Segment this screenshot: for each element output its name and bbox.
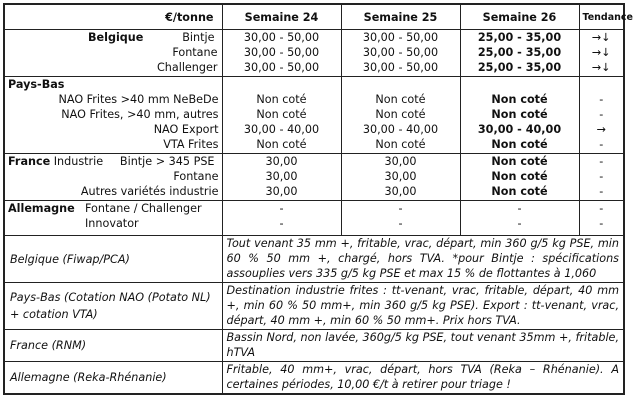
- price-cell: -: [517, 202, 522, 215]
- group-france: [4, 154, 624, 201]
- price-cell: -: [398, 202, 403, 215]
- price-cell: Non coté: [491, 108, 548, 121]
- price-cell: Non coté: [375, 93, 426, 106]
- variety-label: Bintje > 345 PSE: [119, 155, 215, 168]
- week-24-values: [222, 201, 341, 236]
- group-pays-bas: [4, 77, 624, 154]
- price-cell: 30,00: [265, 170, 298, 183]
- price-cell: Non coté: [375, 108, 426, 121]
- week-26-values: [460, 77, 579, 154]
- product-label: NAO Frites >40 mm NeBeDe: [58, 93, 219, 106]
- price-cell: Non coté: [491, 155, 548, 168]
- week-25-values: [341, 201, 460, 236]
- trend-dash-icon: -: [599, 170, 604, 183]
- week-24-header: Semaine 24: [222, 4, 341, 30]
- note-source: France (RNM): [4, 330, 222, 362]
- country-name: Pays-Bas: [8, 78, 65, 91]
- price-table: [3, 3, 633, 395]
- price-cell: 30,00 - 50,00: [243, 61, 320, 74]
- variety-label: Autres variétés industrie: [80, 185, 219, 198]
- price-cell: Non coté: [491, 138, 548, 151]
- price-cell: 30,00: [384, 155, 417, 168]
- price-cell: 30,00 - 40,00: [477, 123, 562, 136]
- sector-label: Industrie: [53, 155, 104, 168]
- price-cell: Non coté: [256, 138, 307, 151]
- price-cell: -: [279, 217, 284, 230]
- price-cell: 30,00 - 50,00: [362, 61, 439, 74]
- belgique-labels: [4, 30, 222, 77]
- trend-dash-icon: -: [599, 93, 604, 106]
- variety-label: Bintje: [182, 31, 215, 44]
- product-label: NAO Export: [153, 123, 219, 136]
- price-cell: 25,00 - 35,00: [477, 31, 562, 44]
- trend-arrow-icon: →: [596, 123, 606, 136]
- price-cell: 30,00 - 40,00: [243, 123, 320, 136]
- country-name: Allemagne: [8, 202, 75, 215]
- week-24-values: [222, 30, 341, 77]
- variety-label: Fontane / Challenger: [85, 202, 202, 215]
- trend-values: [579, 30, 624, 77]
- price-cell: Non coté: [375, 138, 426, 151]
- allemagne-labels: [4, 201, 222, 236]
- week-26-values: [460, 30, 579, 77]
- note-row-france: [4, 330, 624, 362]
- variety-label: Fontane: [173, 170, 219, 183]
- trend-arrow-icon: →↓: [591, 46, 611, 59]
- trend-header: Tendance: [579, 4, 624, 30]
- price-cell: 30,00 - 40,00: [362, 123, 439, 136]
- price-cell: Non coté: [256, 93, 307, 106]
- note-text: Destination industrie frites : tt-venant, vrac, fritable, départ, 40 mm +, min 60 % 50 mm+, min 360 g/5 kg PSE). Export : tt-venant, vrac, départ, 40 mm +, min 60 % 50 mm+. Prix hors TVA.: [222, 283, 624, 330]
- price-cell: 30,00 - 50,00: [362, 31, 439, 44]
- price-cell: 30,00 - 50,00: [362, 46, 439, 59]
- note-source: Allemagne (Reka-Rhénanie): [4, 362, 222, 395]
- trend-dash-icon: -: [599, 217, 604, 230]
- price-cell: -: [279, 202, 284, 215]
- trend-dash-icon: -: [599, 138, 604, 151]
- trend-dash-icon: -: [599, 155, 604, 168]
- price-cell: 25,00 - 35,00: [477, 46, 562, 59]
- trend-values: [579, 154, 624, 201]
- country-name: France: [8, 155, 51, 168]
- price-cell: -: [398, 217, 403, 230]
- price-cell: 30,00: [265, 155, 298, 168]
- note-text: Bassin Nord, non lavée, 360g/5 kg PSE, tout venant 35mm +, fritable, hTVA: [222, 330, 624, 362]
- price-cell: 25,00 - 35,00: [477, 61, 562, 74]
- product-label: VTA Frites: [163, 138, 219, 151]
- price-cell: 30,00: [265, 185, 298, 198]
- trend-dash-icon: -: [599, 108, 604, 121]
- week-26-header: Semaine 26: [460, 4, 579, 30]
- price-cell: Non coté: [491, 185, 548, 198]
- note-row-pays-bas: [4, 283, 624, 330]
- week-25-values: [341, 77, 460, 154]
- price-cell: 30,00: [384, 170, 417, 183]
- trend-arrow-icon: →↓: [591, 31, 611, 44]
- week-25-header: Semaine 25: [341, 4, 460, 30]
- price-cell: Non coté: [491, 170, 548, 183]
- trend-dash-icon: -: [599, 185, 604, 198]
- note-text: Fritable, 40 mm+, vrac, départ, hors TVA (Reka – Rhénanie). A certaines périodes, 10,00 €/t à retirer pour triage !: [222, 362, 624, 395]
- price-cell: Non coté: [256, 108, 307, 121]
- trend-arrow-icon: →↓: [591, 61, 611, 74]
- price-cell: -: [517, 217, 522, 230]
- trend-dash-icon: -: [599, 202, 604, 215]
- group-belgique: [4, 30, 624, 77]
- price-cell: Non coté: [491, 93, 548, 106]
- price-table-container: [3, 3, 633, 415]
- week-25-values: [341, 30, 460, 77]
- note-text: Tout venant 35 mm +, fritable, vrac, départ, min 360 g/5 kg PSE, min 60 % 50 mm +, chargé, hors TVA. *pour Bintje : spécifications assouplies vers 335 g/5 kg PSE et max 15 % de flottantes à 1,060: [222, 236, 624, 283]
- variety-label: Fontane: [172, 46, 218, 59]
- week-24-values: [222, 154, 341, 201]
- week-24-values: [222, 77, 341, 154]
- week-25-values: [341, 154, 460, 201]
- header-row: [4, 4, 624, 30]
- variety-label: Challenger: [156, 61, 218, 74]
- group-allemagne: [4, 201, 624, 236]
- price-cell: 30,00 - 50,00: [243, 31, 320, 44]
- unit-header: €/tonne: [4, 4, 222, 30]
- country-name: Belgique: [88, 31, 144, 44]
- france-labels: [4, 154, 222, 201]
- note-row-belgique: [4, 236, 624, 283]
- variety-label: Innovator: [85, 217, 139, 230]
- product-label: NAO Frites, >40 mm, autres: [61, 108, 219, 121]
- week-26-values: [460, 201, 579, 236]
- price-cell: 30,00 - 50,00: [243, 46, 320, 59]
- trend-values: [579, 201, 624, 236]
- price-cell: 30,00: [384, 185, 417, 198]
- note-row-allemagne: [4, 362, 624, 395]
- week-26-values: [460, 154, 579, 201]
- note-source: Pays-Bas (Cotation NAO (Potato NL) + cotation VTA): [4, 283, 222, 330]
- trend-values: [579, 77, 624, 154]
- note-source: Belgique (Fiwap/PCA): [4, 236, 222, 283]
- pays-bas-labels: [4, 77, 222, 154]
